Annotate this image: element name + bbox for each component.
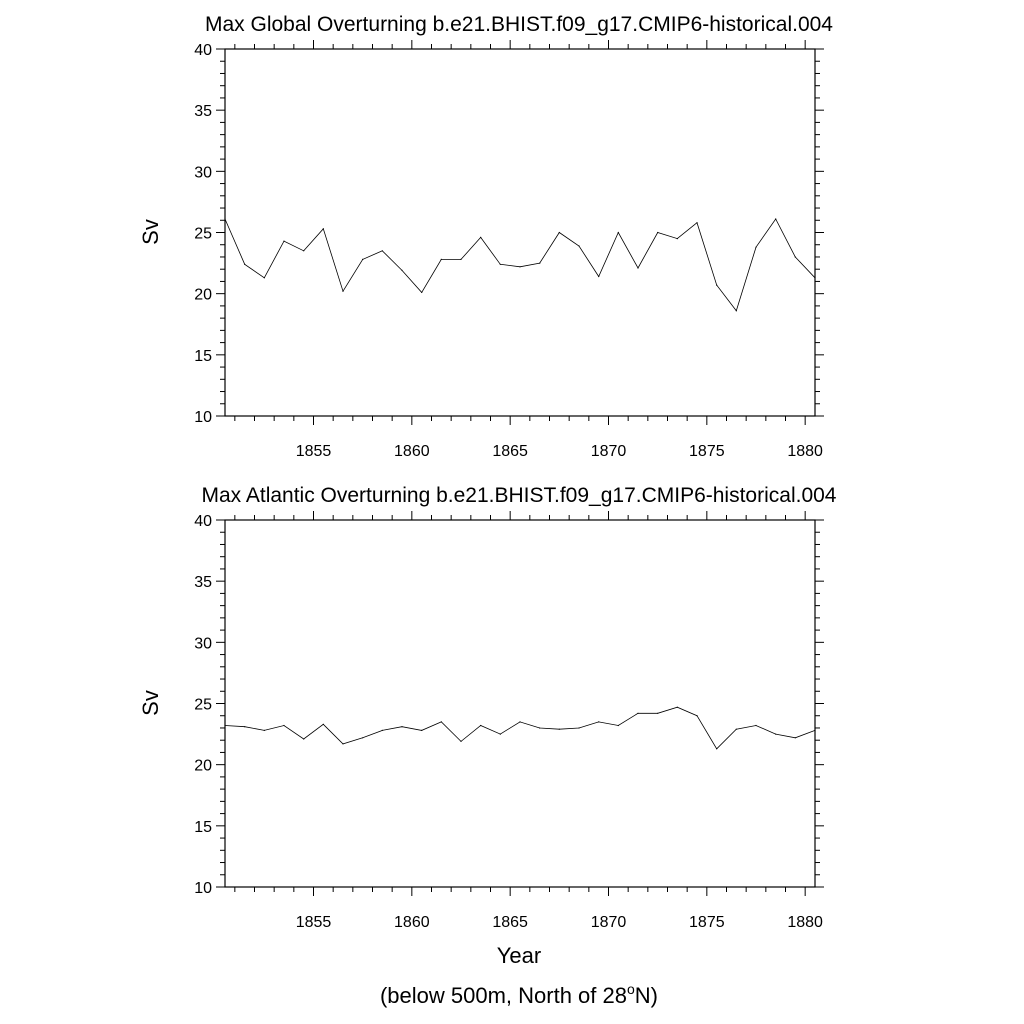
chart-title-atlantic: Max Atlantic Overturning b.e21.BHIST.f09_g17.CMIP6-historical.004 bbox=[201, 484, 837, 507]
data-point-global bbox=[342, 291, 343, 292]
data-point-atlantic bbox=[441, 721, 442, 722]
data-point-global bbox=[519, 266, 520, 267]
x-tick-label-1865: 1865 bbox=[492, 914, 528, 931]
x-tick-label-1880: 1880 bbox=[787, 443, 823, 460]
x-tick-label-1865: 1865 bbox=[492, 443, 528, 460]
data-point-atlantic bbox=[421, 730, 422, 731]
data-point-global bbox=[795, 256, 796, 257]
data-point-atlantic bbox=[460, 741, 461, 742]
x-tick-label-1875: 1875 bbox=[689, 443, 725, 460]
footnote-degree: o bbox=[627, 981, 635, 997]
y-tick-label-35: 35 bbox=[194, 103, 212, 121]
x-tick-label-1860: 1860 bbox=[394, 443, 430, 460]
data-point-global bbox=[578, 245, 579, 246]
series-line-global bbox=[225, 219, 815, 311]
data-point-atlantic bbox=[401, 726, 402, 727]
data-point-global bbox=[736, 310, 737, 311]
x-tick-label-1875: 1875 bbox=[689, 914, 725, 931]
data-point-global bbox=[441, 259, 442, 260]
data-point-atlantic bbox=[618, 725, 619, 726]
data-point-atlantic bbox=[775, 734, 776, 735]
data-point-global bbox=[657, 232, 658, 233]
data-point-global bbox=[775, 218, 776, 219]
data-point-global bbox=[637, 267, 638, 268]
data-point-atlantic bbox=[342, 743, 343, 744]
data-point-atlantic bbox=[480, 725, 481, 726]
footnote bbox=[380, 981, 658, 1008]
data-point-atlantic bbox=[814, 730, 815, 731]
x-tick-label-1870: 1870 bbox=[590, 914, 627, 931]
data-point-global bbox=[539, 263, 540, 264]
data-point-global bbox=[303, 250, 304, 251]
chart-title-global: Max Global Overturning b.e21.BHIST.f09_g17.CMIP6-historical.004 bbox=[205, 13, 833, 36]
data-point-atlantic bbox=[244, 726, 245, 727]
data-point-atlantic bbox=[736, 729, 737, 730]
data-point-atlantic bbox=[795, 737, 796, 738]
data-point-atlantic bbox=[598, 721, 599, 722]
footnote-prefix: (below 500m, North of 28 bbox=[379, 983, 628, 1008]
data-point-global bbox=[401, 270, 402, 271]
y-tick-label-20: 20 bbox=[194, 286, 212, 304]
data-point-global bbox=[421, 292, 422, 293]
y-tick-label-40: 40 bbox=[194, 513, 212, 530]
series-line-atlantic bbox=[225, 707, 815, 749]
data-point-global bbox=[224, 218, 225, 219]
panel-global bbox=[138, 13, 833, 460]
data-point-global bbox=[323, 228, 324, 229]
data-point-global bbox=[244, 264, 245, 265]
y-tick-label-30: 30 bbox=[194, 164, 212, 182]
data-point-atlantic bbox=[519, 721, 520, 722]
data-point-global bbox=[716, 285, 717, 286]
data-point-global bbox=[500, 264, 501, 265]
data-point-atlantic bbox=[716, 748, 717, 749]
y-tick-label-25: 25 bbox=[194, 696, 212, 714]
x-axis-label: Year bbox=[496, 943, 542, 968]
data-point-atlantic bbox=[539, 727, 540, 728]
y-tick-label-35: 35 bbox=[194, 574, 212, 592]
data-point-global bbox=[755, 247, 756, 248]
footnote-suffix: N) bbox=[634, 983, 659, 1008]
data-point-global bbox=[618, 232, 619, 233]
data-point-global bbox=[362, 259, 363, 260]
y-tick-label-20: 20 bbox=[194, 757, 212, 775]
y-tick-label-15: 15 bbox=[194, 818, 212, 836]
data-point-global bbox=[264, 277, 265, 278]
plot-area-atlantic bbox=[194, 511, 824, 931]
data-point-atlantic bbox=[283, 725, 284, 726]
x-tick-label-1870: 1870 bbox=[590, 443, 627, 460]
y-axis-label-atlantic: Sv bbox=[138, 690, 163, 716]
data-point-global bbox=[559, 232, 560, 233]
data-point-atlantic bbox=[224, 725, 225, 726]
data-point-atlantic bbox=[657, 713, 658, 714]
data-point-global bbox=[696, 222, 697, 223]
y-axis-label-global: Sv bbox=[138, 219, 163, 245]
data-point-global bbox=[283, 241, 284, 242]
data-point-global bbox=[598, 276, 599, 277]
data-point-global bbox=[814, 277, 815, 278]
data-point-atlantic bbox=[264, 730, 265, 731]
data-point-atlantic bbox=[755, 725, 756, 726]
data-point-atlantic bbox=[382, 730, 383, 731]
data-point-atlantic bbox=[559, 729, 560, 730]
data-point-atlantic bbox=[696, 715, 697, 716]
data-point-atlantic bbox=[500, 734, 501, 735]
y-tick-label-30: 30 bbox=[194, 635, 212, 653]
plot-frame-global bbox=[225, 49, 815, 416]
data-point-atlantic bbox=[323, 724, 324, 725]
panel-atlantic bbox=[138, 484, 837, 931]
x-tick-label-1855: 1855 bbox=[295, 443, 332, 460]
data-point-atlantic bbox=[303, 738, 304, 739]
data-point-global bbox=[677, 238, 678, 239]
x-tick-label-1880: 1880 bbox=[787, 914, 823, 931]
y-tick-label-10: 10 bbox=[194, 880, 212, 897]
plot-area-global bbox=[194, 40, 824, 460]
y-tick-label-15: 15 bbox=[194, 347, 212, 365]
data-point-global bbox=[460, 259, 461, 260]
y-tick-label-40: 40 bbox=[194, 42, 212, 59]
data-point-atlantic bbox=[578, 727, 579, 728]
data-point-atlantic bbox=[637, 713, 638, 714]
x-tick-label-1860: 1860 bbox=[394, 914, 430, 931]
plot-frame-atlantic bbox=[225, 520, 815, 887]
data-point-global bbox=[480, 237, 481, 238]
x-tick-label-1855: 1855 bbox=[295, 914, 332, 931]
y-tick-label-10: 10 bbox=[194, 409, 212, 426]
data-point-atlantic bbox=[362, 737, 363, 738]
data-point-atlantic bbox=[677, 707, 678, 708]
y-tick-label-25: 25 bbox=[194, 225, 212, 243]
data-point-global bbox=[382, 250, 383, 251]
